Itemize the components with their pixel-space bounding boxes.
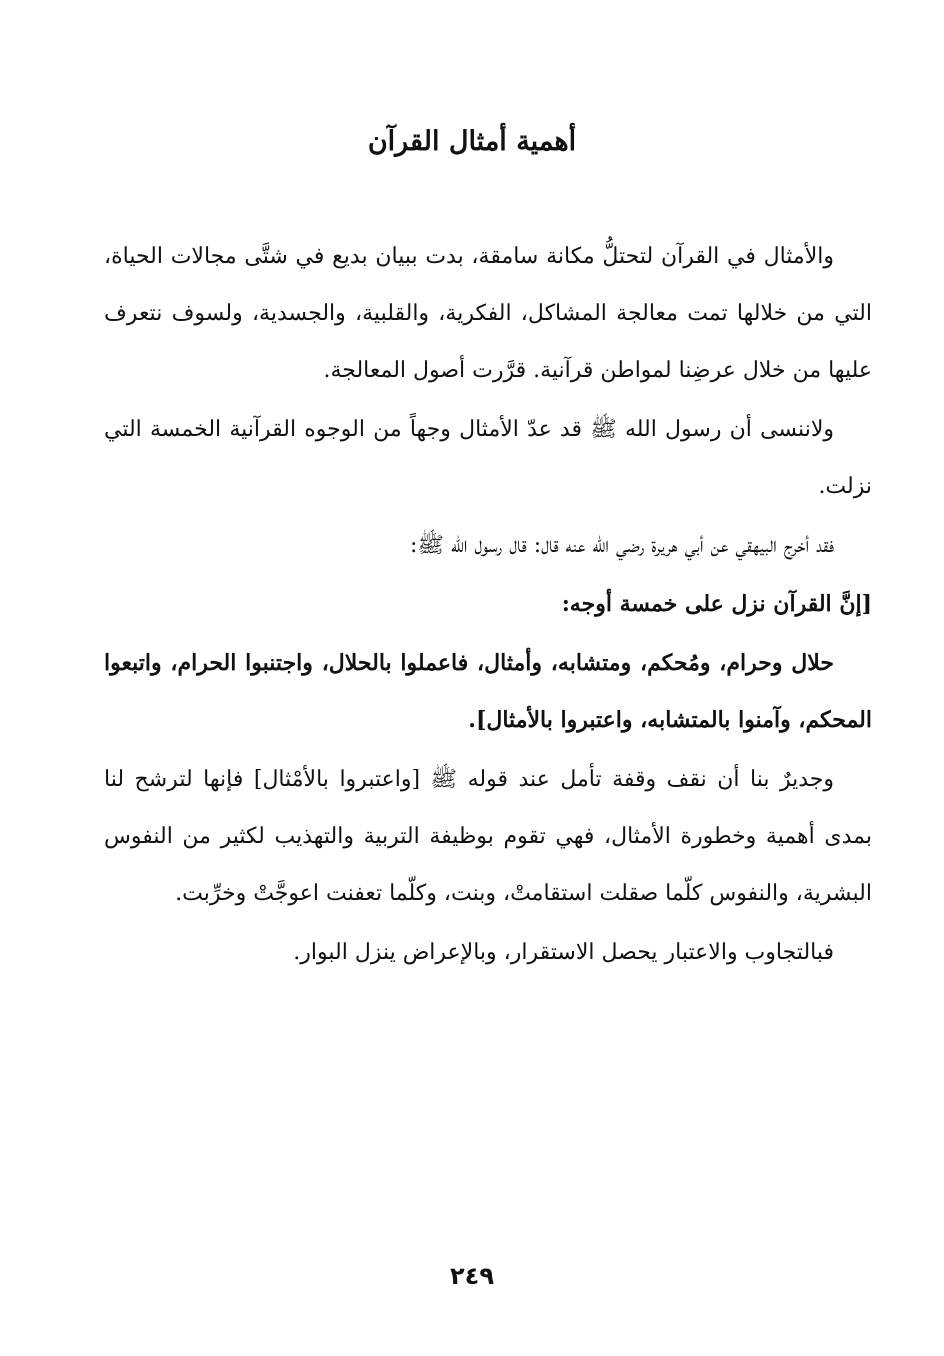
page-title: أهمية أمثال القرآن [367, 126, 577, 158]
hadith-opening: [إنَّ القرآن نزل على خمسة أوجه: [561, 591, 872, 617]
paragraph-2: ولاننسى أن رسول الله ﷺ قد عدّ الأمثال وجهاً من الوجوه القرآنية الخمسة التي نزلت. [104, 417, 872, 499]
paragraph-1: والأمثال في القرآن لتحتلُّ مكانة سامقة، بدت ببيان بديع في شتَّى مجالات الحياة، التي من خلالها تمت معالجة المشاكل، الفكرية، والقلبية، والجسدية، ولسوف نتعرف عليها من خلال عرضِنا لمواطن قرآنية. قرَّرت أصول المعالجة. [104, 244, 872, 383]
hadith-text: حلال وحرام، ومُحكم، ومتشابه، وأمثال، فاعملوا بالحلال، واجتنبوا الحرام، واتبعوا المحكم، وآمنوا بالمتشابه، واعتبروا بالأمثال]. [104, 650, 872, 733]
paragraph-4: وجديرٌ بنا أن نقف وقفة تأمل عند قوله ﷺ [واعتبروا بالأمْثال] فإنها لترشح لنا بمدى أهمية وخطورة الأمثال، فهي تقوم بوظيفة التربية والتهذيب لكثير من النفوس البشرية، والنفوس كلّما صقلت استقامتْ، وبنت، وكلّما تعفنت اعوجَّتْ وخرِّبت. [104, 767, 872, 906]
paragraph-5: فبالتجاوب والاعتبار يحصل الاستقرار، وبالإعراض ينزل البوار. [293, 940, 834, 965]
page-number: ٢٤٩ [450, 1262, 494, 1290]
paragraph-3: فقد أخرج البيهقي عن أبي هريرة رضي الله عنه قال: قال رسول الله ﷺ: [410, 533, 834, 558]
body-text [104, 228, 872, 983]
